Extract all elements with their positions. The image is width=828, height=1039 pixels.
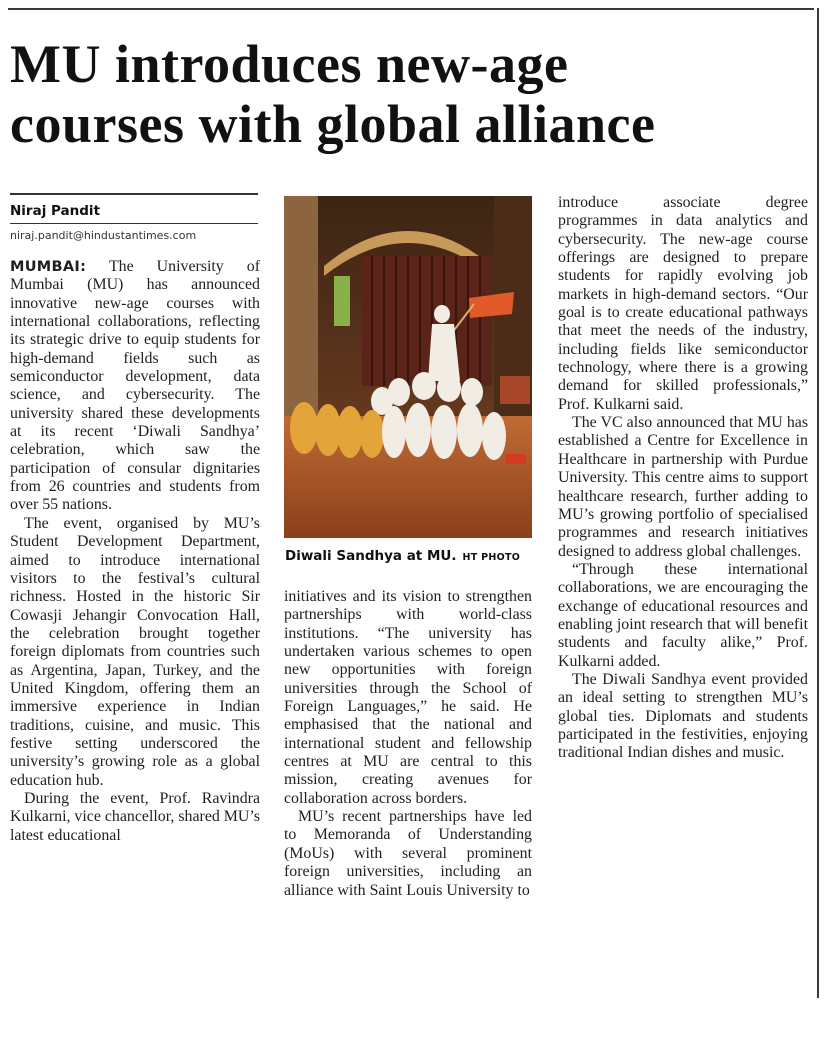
paragraph: MU’s recent partnerships have led to Memoranda of Understanding (MoUs) with several prominent foreign universities, including an alliance with Saint Louis University to <box>284 808 532 899</box>
article-column-3 <box>558 194 808 763</box>
byline: Niraj Pandit <box>10 203 101 219</box>
headline-line-2: courses with global alliance <box>10 94 656 154</box>
article-column-2 <box>284 588 532 900</box>
paragraph: introduce associate degree programmes in data analytics and cybersecurity. The new-age course offerings are designed to prepare students for rapidly evolving job markets in high-demand sectors. “Our goal is to create educational pathways that meet the needs of the industry, including fields like semiconductor technology, where there is a growing demand for skilled professionals,” Prof. Kulkarni said. <box>558 194 808 413</box>
caption-text: Diwali Sandhya at MU. <box>285 548 457 564</box>
byline-top-rule <box>10 193 258 195</box>
byline-bottom-rule <box>10 223 258 224</box>
article-column-1 <box>10 258 260 845</box>
headline <box>10 34 810 154</box>
stage-performance-photo <box>284 196 532 538</box>
photo-illustration <box>284 196 532 538</box>
photo-credit: HT PHOTO <box>462 552 521 563</box>
paragraph: The event, organised by MU’s Student Development Department, aimed to introduce international visitors to the festival’s cultural richness. Hosted in the historic Sir Cowasji Jehangir Convocation Hall, the celebration brought together foreign diplomats from countries such as Argentina, Japan, Turkey, and the United Kingdom, offering them an immersive experience in Indian traditions, cuisine, and music. This festive setting underscored the university’s growing role as a global education hub. <box>10 514 260 789</box>
headline-line-1: MU introduces new-age <box>10 34 569 94</box>
paragraph: initiatives and its vision to strengthen partnerships with world-class institutions. “The university has undertaken various schemes to open new opportunities with foreign universities through the School of Foreign Languages,” he said. He emphasised that the national and international student and fellowship centres at MU are central to this mission, creating avenues for collaboration across borders. <box>284 588 532 807</box>
paragraph: The VC also announced that MU has established a Centre for Excellence in Healthcare in partnership with Purdue University. This centre aims to support healthcare research, further adding to MU’s growing portfolio of specialised programmes and research initiatives designed to address global challenges. <box>558 414 808 560</box>
paragraph: The Diwali Sandhya event provided an ideal setting to strengthen MU’s global ties. Diplomats and students participated in the festivities, enjoying traditional Indian dishes and music. <box>558 670 808 762</box>
top-rule <box>8 8 814 10</box>
right-column-rule <box>817 8 819 998</box>
paragraph: “Through these international collaborations, we are encouraging the exchange of educational resources and enabling joint research that will benefit students and faculty alike,” Prof. Kulkarni added. <box>558 560 808 670</box>
photo-caption <box>285 548 520 564</box>
paragraph <box>10 258 260 515</box>
author-email[interactable]: niraj.pandit@hindustantimes.com <box>10 229 197 242</box>
paragraph-text: The University of Mumbai (MU) has announced innovative new-age courses with international collaborations, reflecting its strategic drive to equip students for high-demand fields such as semiconductor development, data science, and cybersecurity. The university shared these developments at its recent ‘Diwali Sandhya’ celebration, which saw the participation of consular dignitaries from 26 countries and students from over 55 nations. <box>10 258 260 514</box>
dateline: MUMBAI: <box>10 259 87 275</box>
paragraph: During the event, Prof. Ravindra Kulkarni, vice chancellor, shared MU’s latest educational <box>10 789 260 844</box>
